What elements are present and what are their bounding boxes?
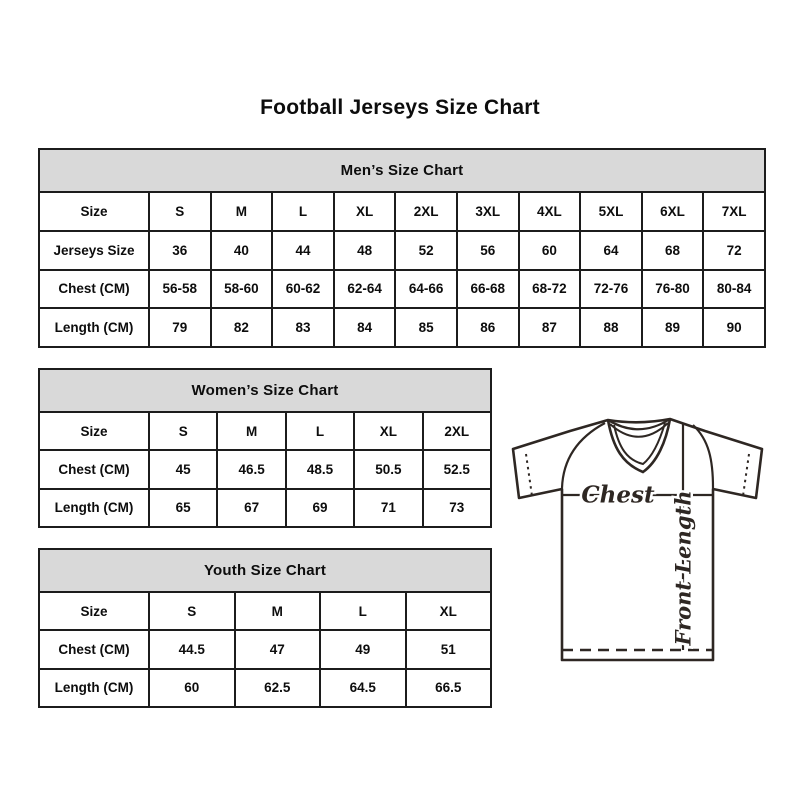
value-cell: 60 — [149, 669, 235, 707]
left-cuff-stitch — [526, 454, 532, 496]
value-cell: 62.5 — [235, 669, 321, 707]
value-cell: L — [272, 192, 334, 231]
value-cell: 66.5 — [406, 669, 492, 707]
value-cell: 46.5 — [217, 450, 285, 488]
value-cell: 82 — [211, 308, 273, 347]
jersey-measurement-diagram — [505, 398, 767, 670]
value-cell: L — [286, 412, 354, 450]
value-cell: S — [149, 192, 211, 231]
value-cell: 72 — [703, 231, 765, 270]
value-cell: 7XL — [703, 192, 765, 231]
table-row — [39, 231, 765, 270]
value-cell: 52 — [395, 231, 457, 270]
chest-label: Chest — [581, 481, 655, 509]
value-cell: M — [217, 412, 285, 450]
value-cell: 48 — [334, 231, 396, 270]
table-title: Youth Size Chart — [39, 549, 491, 592]
value-cell: 47 — [235, 630, 321, 668]
mens-size-table — [38, 148, 766, 348]
value-cell: 64 — [580, 231, 642, 270]
value-cell: 90 — [703, 308, 765, 347]
value-cell: S — [149, 592, 235, 630]
right-armhole-seam — [693, 425, 713, 488]
value-cell: M — [211, 192, 273, 231]
value-cell: M — [235, 592, 321, 630]
value-cell: 65 — [149, 489, 217, 527]
value-cell: L — [320, 592, 406, 630]
value-cell: 40 — [211, 231, 273, 270]
value-cell: 3XL — [457, 192, 519, 231]
table-title: Women’s Size Chart — [39, 369, 491, 412]
value-cell: 68-72 — [519, 270, 581, 309]
value-cell: 44 — [272, 231, 334, 270]
row-header-cell: Jerseys Size — [39, 231, 149, 270]
value-cell: 52.5 — [423, 450, 491, 488]
row-header-cell: Size — [39, 192, 149, 231]
value-cell: 69 — [286, 489, 354, 527]
value-cell: 56-58 — [149, 270, 211, 309]
value-cell: 86 — [457, 308, 519, 347]
value-cell: 64-66 — [395, 270, 457, 309]
value-cell: S — [149, 412, 217, 450]
value-cell: 85 — [395, 308, 457, 347]
value-cell: 60-62 — [272, 270, 334, 309]
value-cell: 2XL — [395, 192, 457, 231]
row-header-cell: Length (CM) — [39, 669, 149, 707]
value-cell: 67 — [217, 489, 285, 527]
value-cell: 56 — [457, 231, 519, 270]
value-cell: 48.5 — [286, 450, 354, 488]
value-cell: 83 — [272, 308, 334, 347]
value-cell: 89 — [642, 308, 704, 347]
value-cell: 88 — [580, 308, 642, 347]
table-row — [39, 630, 491, 668]
value-cell: 44.5 — [149, 630, 235, 668]
value-cell: 36 — [149, 231, 211, 270]
womens-size-table — [38, 368, 492, 528]
front-length-label: Front Length — [670, 490, 696, 646]
value-cell: 84 — [334, 308, 396, 347]
jersey-outline-icon — [513, 419, 762, 660]
value-cell: XL — [334, 192, 396, 231]
value-cell: 2XL — [423, 412, 491, 450]
table-row — [39, 669, 491, 707]
value-cell: 62-64 — [334, 270, 396, 309]
value-cell: 51 — [406, 630, 492, 668]
value-cell: XL — [354, 412, 422, 450]
table-row — [39, 308, 765, 347]
value-cell: 5XL — [580, 192, 642, 231]
row-header-cell: Chest (CM) — [39, 270, 149, 309]
value-cell: 60 — [519, 231, 581, 270]
table-row — [39, 489, 491, 527]
value-cell: 6XL — [642, 192, 704, 231]
table-row — [39, 412, 491, 450]
value-cell: 50.5 — [354, 450, 422, 488]
table-row — [39, 592, 491, 630]
value-cell: 64.5 — [320, 669, 406, 707]
row-header-cell: Size — [39, 592, 149, 630]
value-cell: 68 — [642, 231, 704, 270]
value-cell: XL — [406, 592, 492, 630]
value-cell: 4XL — [519, 192, 581, 231]
value-cell: 72-76 — [580, 270, 642, 309]
table-row — [39, 450, 491, 488]
row-header-cell: Chest (CM) — [39, 450, 149, 488]
vneck-outer — [608, 419, 670, 472]
value-cell: 71 — [354, 489, 422, 527]
youth-size-table — [38, 548, 492, 708]
value-cell: 49 — [320, 630, 406, 668]
value-cell: 80-84 — [703, 270, 765, 309]
value-cell: 73 — [423, 489, 491, 527]
value-cell: 66-68 — [457, 270, 519, 309]
value-cell: 45 — [149, 450, 217, 488]
table-row — [39, 192, 765, 231]
value-cell: 76-80 — [642, 270, 704, 309]
page-title: Football Jerseys Size Chart — [260, 96, 540, 119]
row-header-cell: Size — [39, 412, 149, 450]
right-cuff-stitch — [743, 454, 749, 496]
value-cell: 58-60 — [211, 270, 273, 309]
row-header-cell: Chest (CM) — [39, 630, 149, 668]
value-cell: 87 — [519, 308, 581, 347]
table-row — [39, 270, 765, 309]
row-header-cell: Length (CM) — [39, 308, 149, 347]
value-cell: 79 — [149, 308, 211, 347]
row-header-cell: Length (CM) — [39, 489, 149, 527]
table-title: Men’s Size Chart — [39, 149, 765, 192]
